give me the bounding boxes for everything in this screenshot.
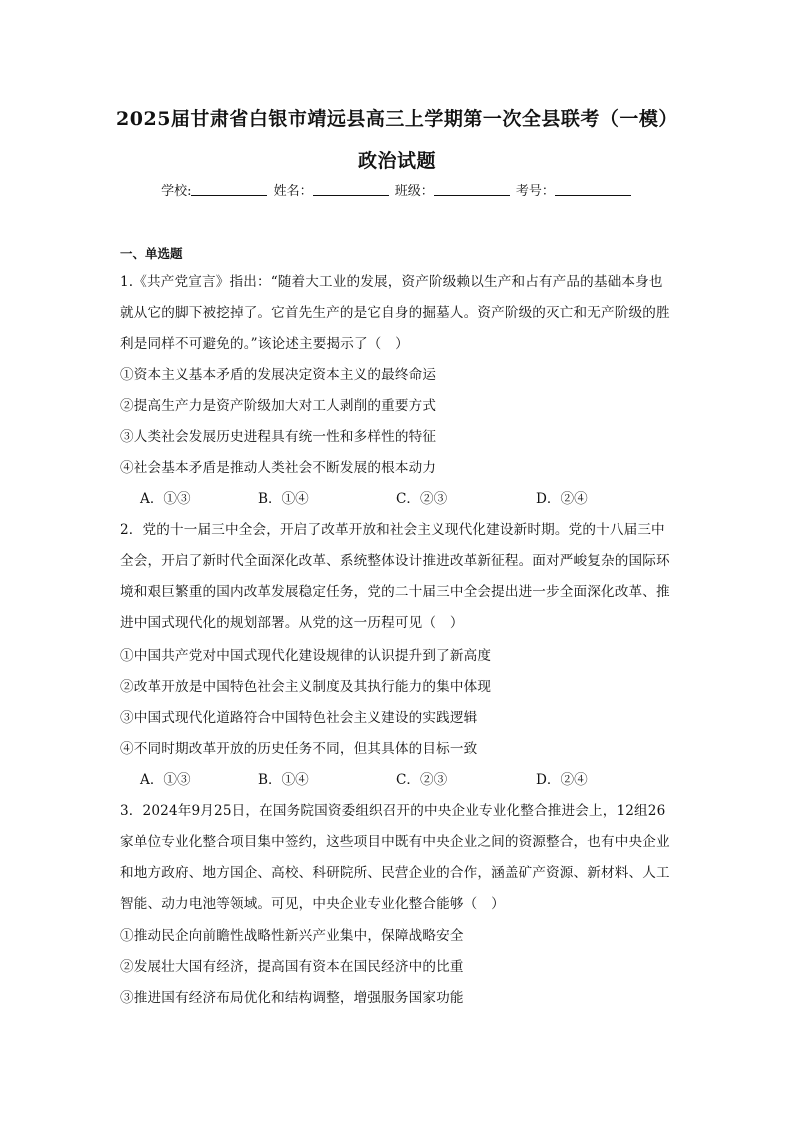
exam-title: 2025届甘肃省白银市靖远县高三上学期第一次全县联考（一模） bbox=[116, 108, 678, 130]
q2-stem-line-4: 进中国式现代化的规划部署。从党的这一历程可见（ ） bbox=[120, 615, 464, 631]
q2-choice-b: B．①④ bbox=[258, 772, 309, 788]
q2-choice-a: A．①③ bbox=[140, 772, 191, 788]
class-label: 班级： bbox=[394, 184, 434, 199]
exam-subject: 政治试题 bbox=[357, 150, 436, 172]
school-label: 学校: bbox=[161, 184, 192, 199]
q1-stem-line-1: 1.《共产党宣言》指出：“随着大工业的发展，资产阶级赖以生产和占有产品的基础本身也 bbox=[120, 274, 663, 290]
section-heading: 一、单选题 bbox=[120, 246, 183, 261]
q3-option-2: ②发展壮大国有经济，提高国有资本在国民经济中的比重 bbox=[120, 959, 464, 975]
q1-option-3: ③人类社会发展历史进程具有统一性和多样性的特征 bbox=[120, 429, 437, 445]
q2-option-1: ①中国共产党对中国式现代化建设规律的认识提升到了新高度 bbox=[120, 648, 492, 664]
q1-choice-d: D．②④ bbox=[536, 491, 588, 507]
q1-choice-c: C．②③ bbox=[396, 491, 448, 507]
q1-option-2: ②提高生产力是资产阶级加大对工人剥削的重要方式 bbox=[120, 398, 437, 414]
q1-stem-line-2: 就从它的脚下被挖掉了。它首先生产的是它自身的掘墓人。资产阶级的灭亡和无产阶级的胜 bbox=[120, 305, 670, 321]
q3-stem-line-3: 和地方政府、地方国企、高校、科研院所、民营企业的合作，涵盖矿产资源、新材料、人工 bbox=[120, 865, 670, 881]
q1-choice-a: A．①③ bbox=[140, 491, 191, 507]
exam-number-blank bbox=[555, 183, 631, 196]
q2-stem-line-3: 境和艰巨繁重的国内改革发展稳定任务，党的二十届三中全会提出进一步全面深化改革、推 bbox=[120, 584, 670, 600]
q1-option-1: ①资本主义基本矛盾的发展决定资本主义的最终命运 bbox=[120, 367, 437, 383]
q2-option-4: ④不同时期改革开放的历史任务不同，但其具体的目标一致 bbox=[120, 741, 478, 757]
name-blank bbox=[313, 183, 389, 196]
q2-choice-d: D．②④ bbox=[536, 772, 588, 788]
q3-option-3: ③推进国有经济布局优化和结构调整，增强服务国家功能 bbox=[120, 990, 464, 1006]
q3-stem-line-1: 3．2024年9月25日，在国务院国资委组织召开的中央企业专业化整合推进会上，12组26 bbox=[120, 803, 666, 819]
q3-stem-line-4: 智能、动力电池等领域。可见，中央企业专业化整合能够（ ） bbox=[120, 896, 505, 912]
q3-option-1: ①推动民企向前瞻性战略性新兴产业集中，保障战略安全 bbox=[120, 928, 464, 944]
school-blank bbox=[191, 183, 267, 196]
q1-option-4: ④社会基本矛盾是推动人类社会不断发展的根本动力 bbox=[120, 460, 437, 476]
q1-stem-line-3: 利是同样不可避免的。”该论述主要揭示了（ ） bbox=[120, 336, 409, 352]
q2-option-3: ③中国式现代化道路符合中国特色社会主义建设的实践逻辑 bbox=[120, 710, 478, 726]
name-label: 姓名： bbox=[273, 184, 313, 199]
q2-option-2: ②改革开放是中国特色社会主义制度及其执行能力的集中体现 bbox=[120, 679, 492, 695]
q2-choice-c: C．②③ bbox=[396, 772, 448, 788]
student-info-row bbox=[0, 180, 794, 199]
q2-stem-line-2: 全会，开启了新时代全面深化改革、系统整体设计推进改革新征程。面对严峻复杂的国际环 bbox=[120, 553, 670, 569]
q1-choice-b: B．①④ bbox=[258, 491, 309, 507]
q2-stem-line-1: 2．党的十一届三中全会，开启了改革开放和社会主义现代化建设新时期。党的十八届三中 bbox=[120, 522, 665, 538]
exam-number-label: 考号： bbox=[515, 184, 555, 199]
q3-stem-line-2: 家单位专业化整合项目集中签约，这些项目中既有中央企业之间的资源整合，也有中央企业 bbox=[120, 834, 670, 850]
class-blank bbox=[434, 183, 510, 196]
